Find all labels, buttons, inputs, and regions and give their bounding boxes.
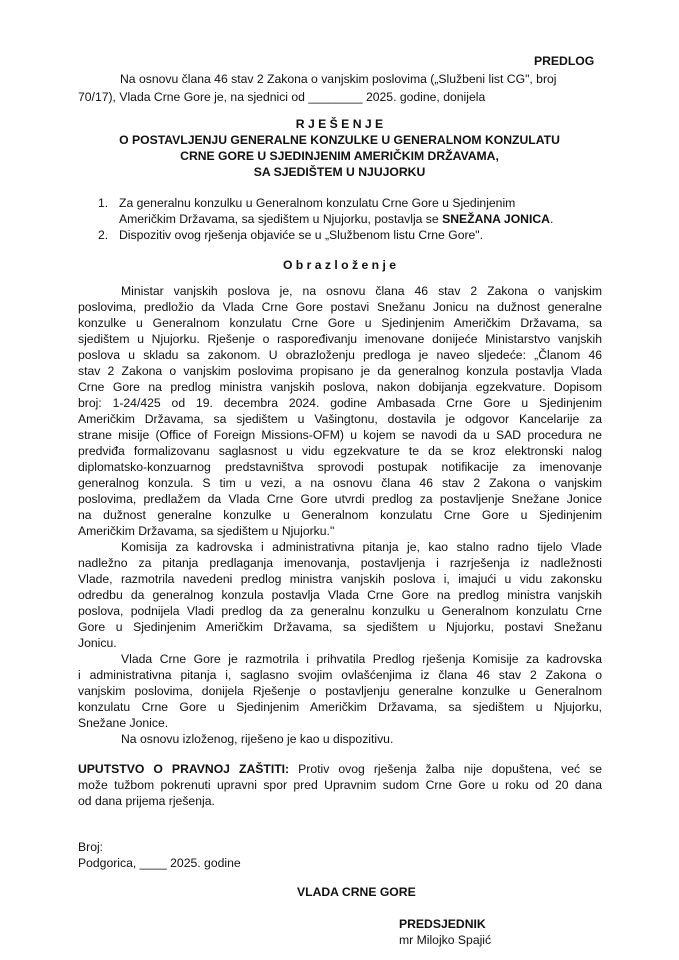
paragraph-line: i administrativna pitanja i, saglasno svojim ovlašćenjima iz člana 46 stav 2 Zakona o [78, 668, 602, 682]
paragraph-line: poslovima, predložio da Vlada Crne Gore postavi Snežanu Jonicu na dužnost generalne [78, 300, 602, 314]
reasoning-paragraph-1 [78, 283, 602, 539]
reasoning-paragraph-2 [78, 539, 602, 651]
president-title: PREDSJEDNIK [399, 917, 486, 931]
item-1-line-1: Za generalnu konzulku u Generalnom konzulatu Crne Gore u Sjedinjenim [119, 196, 516, 210]
appointee-name: SNEŽANA JONICA [442, 212, 550, 226]
paragraph-line: konzulke u Generalnom konzulatu Crne Gore u Sjedinjenim Američkim Državama, sa [78, 316, 602, 330]
paragraph-line: Vlade, razmotrila navedeni predlog ministra vanjskih poslova i, imajući u vidu zakonsku [78, 572, 602, 586]
paragraph-line: na dužnost generalne konzulke u Generalnom konzulatu Crne Gore u Sjedinjenim [78, 508, 602, 522]
paragraph-line: Američkim Državama, sa sjedištem u Vašingtonu, dostavila je odgovor Kancelarije za [78, 412, 602, 426]
decision-title-word: R J E Š E N J E [295, 117, 384, 131]
paragraph-line: vanjskim poslovima, donijela Rješenje o postavljenju generalne konzulke u Generalnom [78, 684, 602, 698]
broj-label: Broj: [78, 840, 104, 854]
president-name: mr Milojko Spajić [399, 933, 492, 947]
decision-title-line-3: SA SJEDIŠTEM U NJUJORKU [253, 165, 426, 179]
item-1-line-2: Američkim Državama, sa sjedištem u Njujorku, postavlja se SNEŽANA JONICA. [119, 212, 554, 226]
legal-remedy-line-2: može tužbom pokrenuti upravni spor pred Upravnim sudom Crne Gore u roku od 20 dana [78, 778, 602, 792]
paragraph-line: Snežane Jonice. [78, 716, 169, 730]
paragraph-line: Crne Gore na predlog ministra vanjskih poslova, nakon dobijanja egzekvature. Dopisom [78, 380, 602, 394]
reasoning-paragraph-3 [78, 651, 602, 731]
paragraph-line: strane misije (Office of Foreign Missions-OFM) u kojem se navodi da u SAD procedura ne [78, 428, 602, 442]
paragraph-line: nadležno za pitanja predlaganja imenovanja, postavljenja i razrješenja iz nadležnosti [78, 556, 602, 570]
intro-line-2: 70/17), Vlada Crne Gore je, na sjednici od ________ 2025. godine, donijela [78, 90, 486, 104]
legal-remedy [78, 761, 602, 809]
paragraph-line: Gore u Sjedinjenim Američkim Državama, sa sjedištem u Njujorku, postavi Snežanu [78, 620, 602, 634]
decision-title-line-1: O POSTAVLJENJU GENERALNE KONZULKE U GENERALNOM KONZULATU [119, 133, 560, 147]
place-date: Podgorica, ____ 2025. godine [78, 856, 241, 870]
reasoning-heading: O b r a z l o ž e n j e [282, 258, 397, 272]
paragraph-line: Jonicu. [78, 636, 117, 650]
item-2-text: Dispozitiv ovog rješenja objaviće se u „Službenom listu Crne Gore". [119, 228, 484, 242]
predlog-label: PREDLOG [534, 54, 595, 68]
legal-remedy-line-3: od dana prijema rješenja. [78, 794, 215, 808]
paragraph-line: poslova, podnijela Vladi predlog da za generalnu konzulku u Generalnom konzulatu Crne [78, 604, 602, 618]
paragraph-line: konzulatu Crne Gore u Sjedinjenim Američkim Državama, sa sjedištem u Njujorku, [78, 700, 602, 714]
reasoning-paragraph-4: Na osnovu izloženog, riješeno je kao u dispozitivu. [121, 732, 394, 746]
paragraph-line: poslova u skladu sa zakonom. U obrazloženju predloga je naveo sljedeće: „Članom 46 [78, 348, 602, 362]
item-1-number: 1. [98, 196, 109, 210]
paragraph-line: poslovima, predlažem da Vlada Crne Gore utvrdi predlog za postavljenje Snežane Jonice [78, 492, 602, 506]
paragraph-line: Ministar vanjskih poslova je, na osnovu člana 46 stav 2 Zakona o vanjskim [121, 284, 602, 298]
paragraph-line: sjedištem u Njujorku. Rješenje o raspoređivanju imenovane donijeće Ministarstvo vanjskih [78, 332, 602, 346]
paragraph-line: Komisija za kadrovska i administrativna pitanja je, kao stalno radno tijelo Vlade [121, 540, 602, 554]
paragraph-line: odredbu da generalnog konzula postavlja Vlada Crne Gore na predlog ministra vanjskih [78, 588, 602, 602]
paragraph-line: generalnog konzula. S tim u vezi, a na osnovu člana 46 stav 2 Zakona o vanjskim [78, 476, 602, 490]
paragraph-line: stav 2 Zakona o vanjskim poslovima propisano je da generalnog konzula postavlja Vlada [78, 364, 602, 378]
legal-remedy-label: UPUTSTVO O PRAVNOJ ZAŠTITI: [78, 762, 290, 776]
item-2-number: 2. [98, 228, 109, 242]
legal-remedy-line-1: UPUTSTVO O PRAVNOJ ZAŠTITI: Protiv ovog rješenja žalba nije dopuštena, već se [78, 762, 602, 776]
intro-line-1: Na osnovu člana 46 stav 2 Zakona o vanjskim poslovima („Službeni list CG", broj [120, 72, 557, 86]
paragraph-line: predviđa formalizovanu saglasnost u vidu egzekvature te da se kroz elektronski nalog [78, 444, 602, 458]
paragraph-line: diplomatsko-konzuarnog predstavništva sprovodi postupak notifikacije za imenovanje [78, 460, 602, 474]
paragraph-line: broj: 1-24/425 od 19. decembra 2024. godine Ambasada Crne Gore u Sjedinjenim [78, 396, 602, 410]
decision-title-line-2: CRNE GORE U SJEDINJENIM AMERIČKIM DRŽAVAMA, [180, 149, 499, 163]
paragraph-line: Američkim Državama, sa sjedištem u Njujorku." [78, 524, 335, 538]
paragraph-line: Vlada Crne Gore je razmotrila i prihvatila Predlog rješenja Komisije za kadrovska [121, 652, 602, 666]
government-signature: VLADA CRNE GORE [297, 885, 416, 899]
